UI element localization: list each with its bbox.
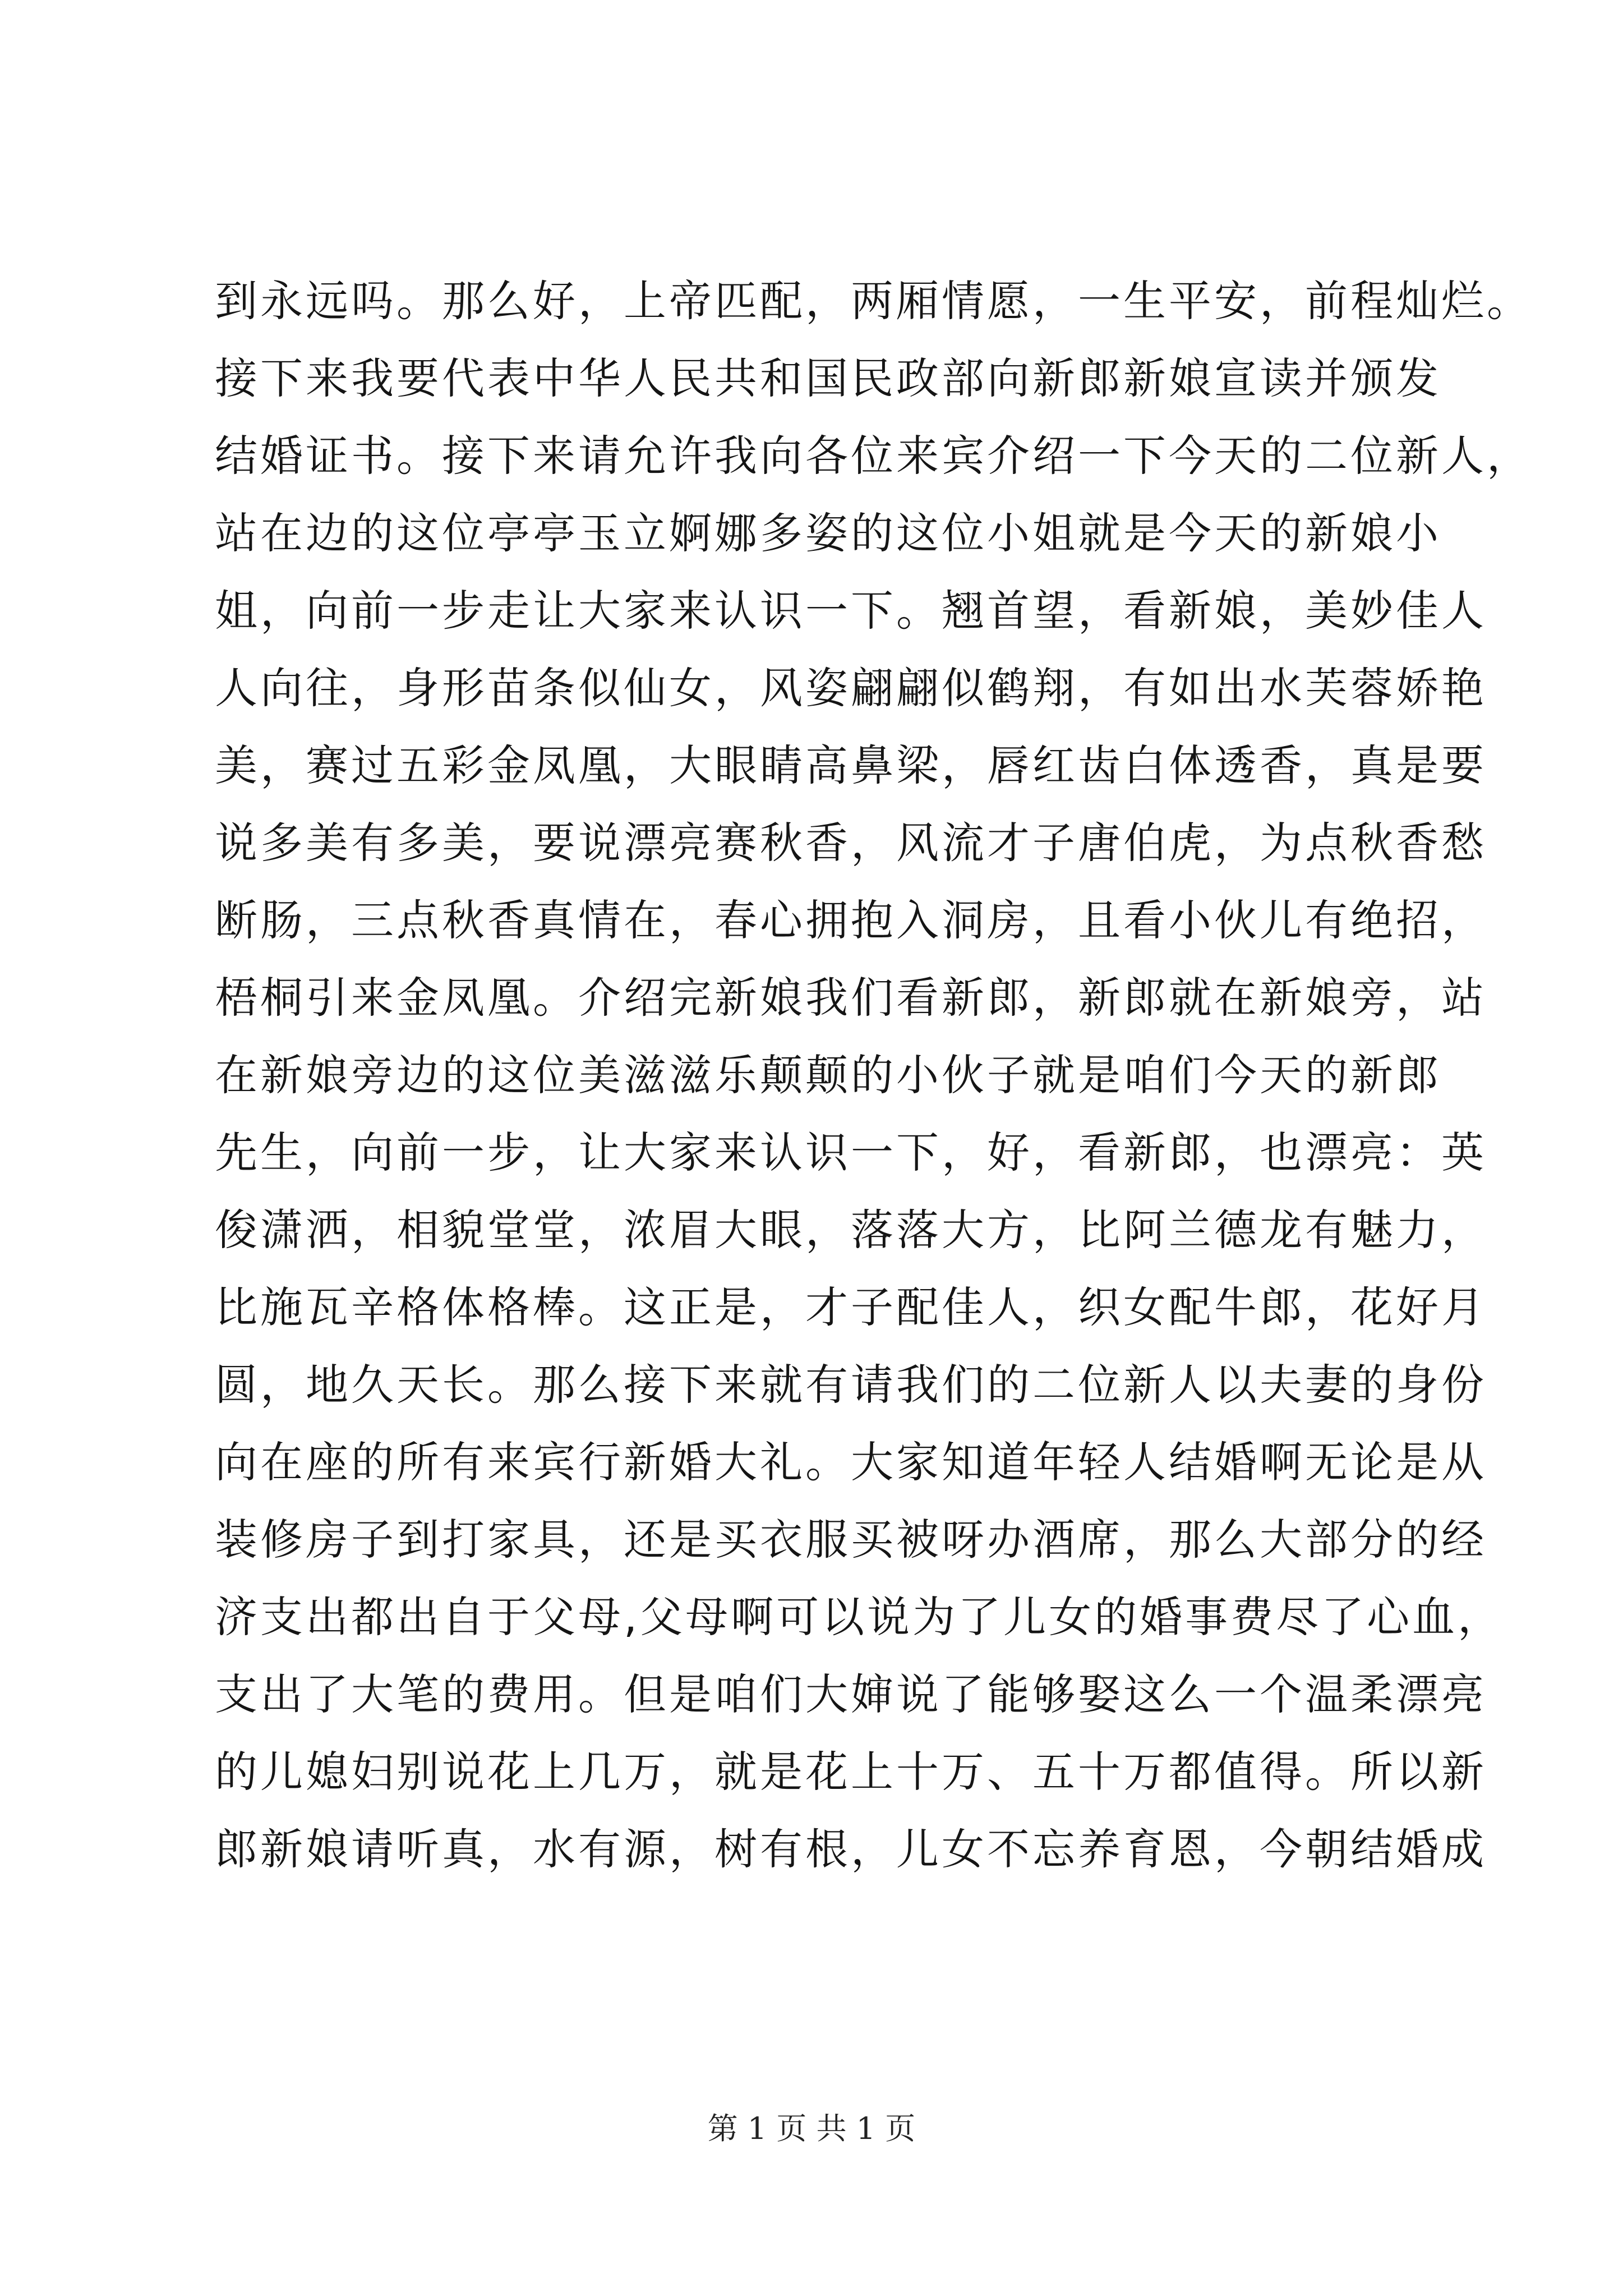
text-line: 装修房子到打家具，还是买衣服买被呀办酒席，那么大部分的经: [215, 1515, 1487, 1565]
text-line: 向在座的所有来宾行新婚大礼。大家知道年轻人结婚啊无论是从: [215, 1437, 1487, 1487]
text-line: 断肠，三点秋香真情在，春心拥抱入洞房，且看小伙儿有绝招，: [215, 895, 1487, 945]
text-line: 支出了大笔的费用。但是咱们大婶说了能够娶这么一个温柔漂亮: [215, 1669, 1487, 1719]
text-line: 郎新娘请听真，水有源，树有根，儿女不忘养育恩，今朝结婚成: [215, 1824, 1487, 1874]
text-line: 圆，地久天长。那么接下来就有请我们的二位新人以夫妻的身份: [215, 1360, 1487, 1410]
text-line: 梧桐引来金凤凰。介绍完新娘我们看新郎，新郎就在新娘旁，站: [215, 973, 1487, 1023]
text-line: 结婚证书。接下来请允许我向各位来宾介绍一下今天的二位新人，: [215, 431, 1532, 481]
text-line: 先生，向前一步，让大家来认识一下，好，看新郎，也漂亮：英: [215, 1128, 1487, 1177]
text-line: 说多美有多美，要说漂亮赛秋香，风流才子唐伯虎，为点秋香愁: [215, 818, 1487, 868]
text-line: 在新娘旁边的这位美滋滋乐颠颠的小伙子就是咱们今天的新郎: [215, 1050, 1441, 1100]
page-footer: 第 1 页 共 1 页: [707, 2111, 916, 2146]
text-line: 到永远吗。那么好，上帝匹配，两厢情愿，一生平安，前程灿烂。: [215, 276, 1532, 326]
text-line: 的儿媳妇别说花上几万，就是花上十万、五十万都值得。所以新: [215, 1747, 1487, 1797]
text-line: 俊潇洒，相貌堂堂，浓眉大眼，落落大方，比阿兰德龙有魅力，: [215, 1205, 1487, 1255]
text-line: 姐，向前一步走让大家来认识一下。翘首望，看新娘，美妙佳人: [215, 586, 1487, 636]
text-line: 接下来我要代表中华人民共和国民政部向新郎新娘宣读并颁发: [215, 353, 1441, 403]
text-line: 济支出都出自于父母,父母啊可以说为了儿女的婚事费尽了心血，: [215, 1592, 1504, 1642]
text-line: 美，赛过五彩金凤凰，大眼睛高鼻梁，唇红齿白体透香，真是要: [215, 740, 1487, 790]
text-line: 站在边的这位亭亭玉立婀娜多姿的这位小姐就是今天的新娘小: [215, 508, 1441, 558]
text-line: 比施瓦辛格体格棒。这正是，才子配佳人，织女配牛郎，花好月: [215, 1282, 1487, 1332]
body-text: [215, 263, 1532, 1888]
text-line: 人向往，身形苗条似仙女，风姿翩翩似鹤翔，有如出水芙蓉娇艳: [215, 663, 1487, 713]
